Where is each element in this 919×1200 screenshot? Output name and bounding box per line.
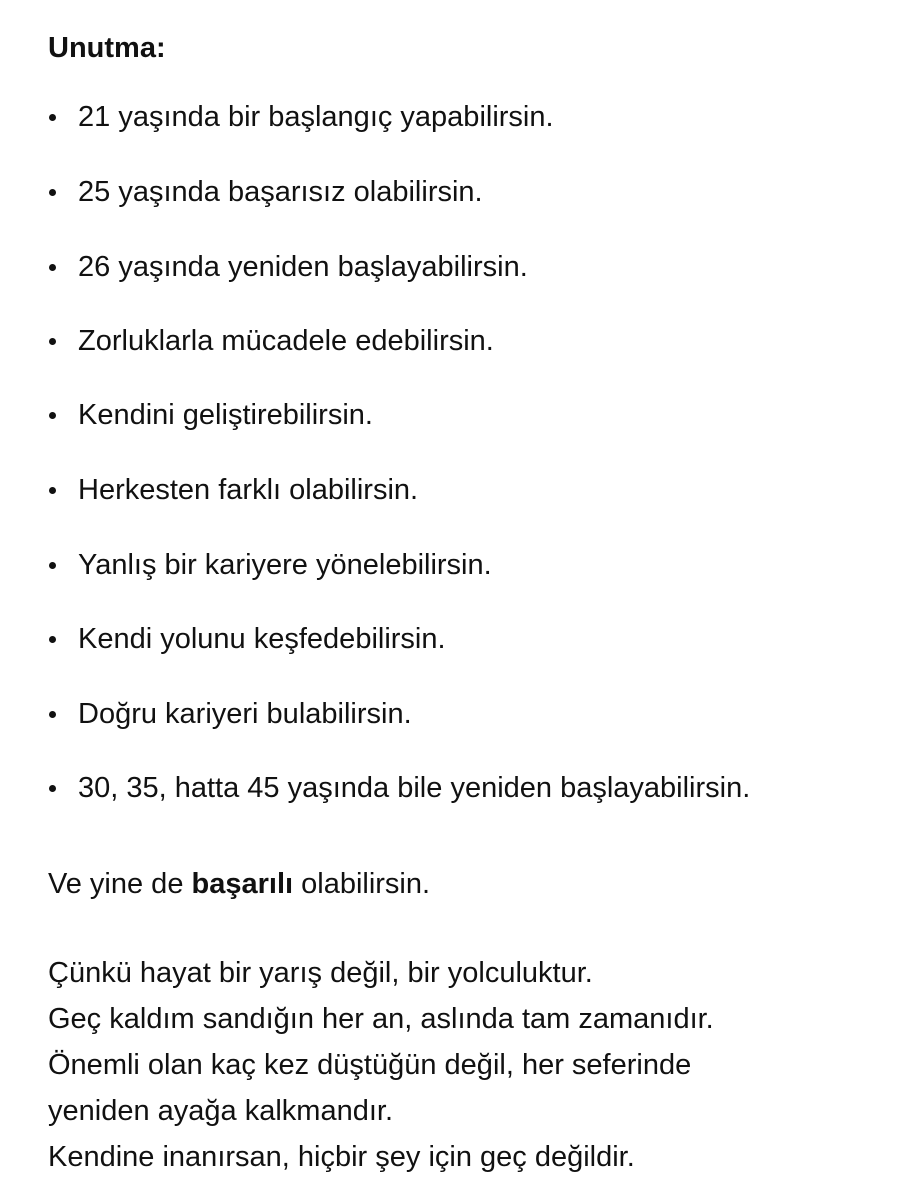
bullet-text: Kendi yolunu keşfedebilirsin. [78, 623, 446, 655]
closing-line: Geç kaldım sandığın her an, aslında tam zamanıdır. [48, 1003, 714, 1035]
bullet-text: Kendini geliştirebilirsin. [78, 399, 373, 431]
bullet-text: Zorluklarla mücadele edebilirsin. [78, 325, 494, 357]
bullet-text: Doğru kariyeri bulabilirsin. [78, 698, 412, 730]
success-prefix: Ve yine de [48, 868, 192, 900]
bullet-dot-icon [49, 338, 56, 345]
closing-line: yeniden ayağa kalkmandır. [48, 1095, 393, 1127]
bullet-text: Herkesten farklı olabilirsin. [78, 474, 419, 506]
bullet-text: 26 yaşında yeniden başlayabilirsin. [78, 251, 528, 283]
bullet-dot-icon [49, 487, 56, 494]
bullet-dot-icon [49, 711, 56, 718]
bullet-dot-icon [49, 785, 56, 792]
bullet-dot-icon [49, 189, 56, 196]
closing-line: Çünkü hayat bir yarış değil, bir yolculuktur. [48, 957, 593, 989]
bullet-text: 25 yaşında başarısız olabilirsin. [78, 176, 483, 208]
success-line [48, 864, 430, 904]
bullet-dot-icon [49, 412, 56, 419]
closing-paragraph [48, 950, 714, 1180]
success-emphasis: başarılı [191, 868, 294, 900]
bullet-text: 30, 35, hatta 45 yaşında bile yeniden başlayabilirsin. [78, 772, 751, 804]
bullet-dot-icon [49, 562, 56, 569]
bullet-text: 21 yaşında bir başlangıç yapabilirsin. [78, 101, 554, 133]
bullet-dot-icon [49, 636, 56, 643]
success-suffix: olabilirsin. [293, 868, 431, 900]
closing-line: Kendine inanırsan, hiçbir şey için geç değildir. [48, 1141, 635, 1173]
heading: Unutma: [48, 32, 166, 64]
bullet-dot-icon [49, 264, 56, 271]
closing-line: Önemli olan kaç kez düştüğün değil, her seferinde [48, 1049, 692, 1081]
bullet-dot-icon [49, 114, 56, 121]
bullet-text: Yanlış bir kariyere yönelebilirsin. [78, 549, 492, 581]
